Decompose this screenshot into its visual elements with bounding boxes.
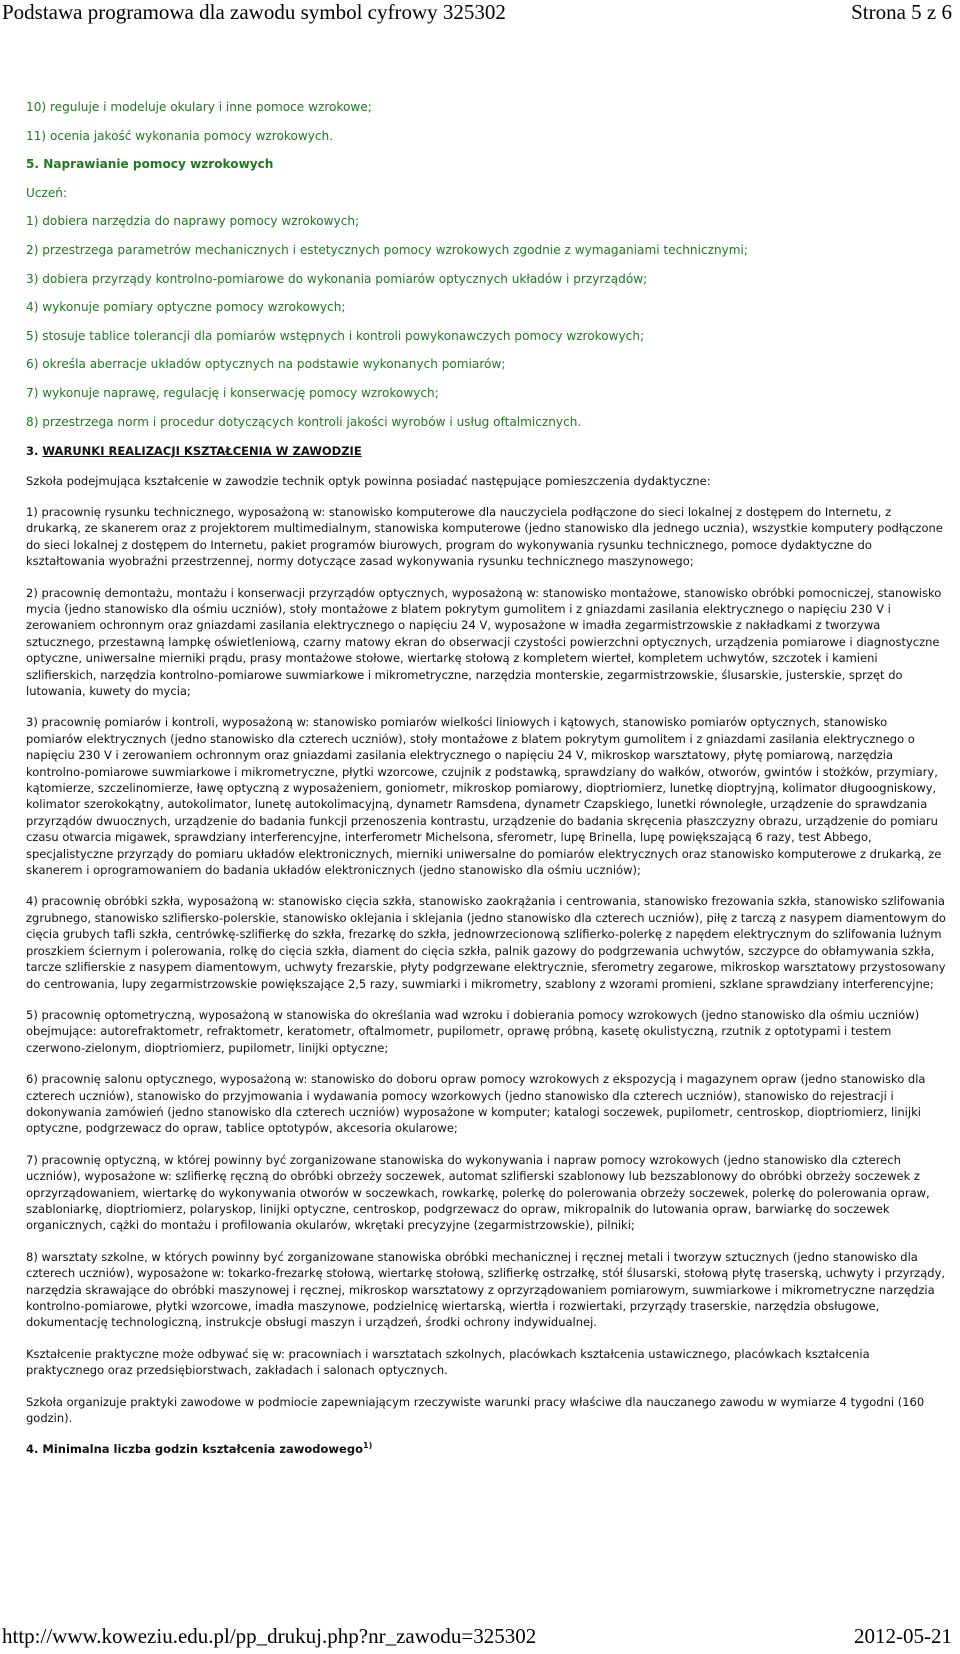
- page-footer: [0, 1624, 960, 1654]
- outcome-item: 8) przestrzega norm i procedur dotyczących kontroli jakości wyrobów i usług oftalmicznych.: [26, 414, 582, 429]
- outcome-item: 7) wykonuje naprawę, regulację i konserwację pomocy wzrokowych;: [26, 385, 439, 400]
- section-3-title: WARUNKI REALIZACJI KSZTAŁCENIA W ZAWODZIE: [42, 444, 362, 459]
- footnote-mark: 1): [363, 1441, 373, 1451]
- header-title: Podstawa programowa dla zawodu symbol cyfrowy 325302: [2, 0, 506, 24]
- section-3-number: 3.: [26, 444, 39, 459]
- header-page-number: Strona 5 z 6: [851, 0, 952, 24]
- footer-url[interactable]: http://www.koweziu.edu.pl/pp_drukuj.php?nr_zawodu=325302: [2, 1624, 537, 1648]
- outcome-item: 2) przestrzega parametrów mechanicznych i estetycznych pomocy wzrokowych zgodnie z wymaganiami technicznymi;: [26, 242, 748, 257]
- room-paragraph: 3) pracownię pomiarów i kontroli, wyposażoną w: stanowisko pomiarów wielkości liniowych i kątowych, stanowisko pomiarów optycznych, stanowisko pomiarów elektrycznych (jedno stanowisko dla czterech uczniów), stoły montażowe z blatem pokrytym gumolitem i z gniazdami zasilania elektrycznego o napięciu 230 V i zerowaniem ochronnym oraz gniazdami zasilania elektrycznego o napięciu 24 V, mikroskop warsztatowy, płytę pomiarową, narzędzia kontrolno-pomiarowe suwmiarkowe i mikrometryczne, płytki wzorcowe, czujnik z podstawką, sprawdziany do wałków, otworów, gwintów i stożków, przymiary, kątomierze, szczelinomierze, ławę optyczną z wyposażeniem, goniometr, mikroskop pomiarowy, dioptriomierz, lunetkę dioptryjną, kolimator długoogniskowy, kolimator szerokokątny, autokolimator, lunetę autokolimacyjną, dynametr Ramsdena, dynametr Czapskiego, lunetki równoległe, urządzenie do sprawdzania przyrządów dwuocznych, urządzenie do badania funkcji przenoszenia kontrastu, urządzenie do badania skręcenia płaszczyzny obrazu, urządzenie do pomiaru czasu otwarcia migawek, sprawdziany interferencyjne, interferometr Michelsona, sferometr, lupę Brinella, lupę powiększającą 6 razy, test Abbego, specjalistyczne przyrządy do pomiaru układów elektronicznych, mierniki uniwersalne do pomiarów elektrycznych oraz stanowisko komputerowe z drukarką, ze skanerem i oprogramowaniem do badania układów elektronicznych (jedno stanowisko dla ośmiu uczniów);: [26, 715, 942, 878]
- section-4-heading: [26, 1441, 946, 1457]
- room-paragraph: 8) warsztaty szkolne, w których powinny być zorganizowane stanowiska obróbki mechanicznej i ręcznej metali i tworzyw sztucznych (jedno stanowisko dla czterech uczniów), wyposażone w: tokarko-frezarkę stołową, wiertarkę stołową, szlifierkę ostrzałkę, stół ślusarski, stołową płytę traserską, uchwyty i przyrządy, narzędzia skrawające do obróbki maszynowej i ręcznej, mikroskop warsztatowy z oprzyrządowaniem pomiarowym, suwmiarkowe i mikrometryczne narzędzia kontrolno-pomiarowe, płytki wzorcowe, imadła maszynowe, podzielnicę wiertarską, wiertła i rozwiertaki, przyrządy traserskie, narzędzia obsługowe, dokumentację technologiczną, instrukcje obsługi maszyn i urządzeń, środki ochrony indywidualnej.: [26, 1249, 946, 1330]
- outcome-item: 4) wykonuje pomiary optyczne pomocy wzrokowych;: [26, 300, 346, 315]
- room-paragraph: 5) pracownię optometryczną, wyposażoną w stanowiska do określania wad wzroku i dobierania pomocy wzrokowych (jedno stanowisko dla ośmiu uczniów) obejmujące: autorefraktometr, refraktometr, keratometr, oftalmometr, pupilometr, oprawę próbną, kasetę okulistyczną, rzutnik z optotypami i testem czerwono-zielonym, dioptriomierz, pupilometr, linijki optyczne;: [26, 1007, 920, 1055]
- outcome-item: 11) ocenia jakość wykonania pomocy wzrokowych.: [26, 128, 334, 143]
- page-header: [0, 0, 960, 36]
- section-5-title: 5. Naprawianie pomocy wzrokowych: [26, 157, 274, 172]
- section-4-title: 4. Minimalna liczba godzin kształcenia zawodowego: [26, 1442, 363, 1457]
- outcome-item: 6) określa aberracje układów optycznych na podstawie wykonanych pomiarów;: [26, 357, 506, 372]
- outcome-item: 5) stosuje tablice tolerancji dla pomiarów wstępnych i kontroli powykonawczych pomocy wzrokowych;: [26, 328, 645, 343]
- student-label: Uczeń:: [26, 185, 68, 200]
- document-body: [26, 100, 946, 1473]
- outcome-item: 3) dobiera przyrządy kontrolno-pomiarowe do wykonania pomiarów optycznych układów i przyrządów;: [26, 271, 648, 286]
- internship-paragraph: Szkoła organizuje praktyki zawodowe w podmiocie zapewniającym rzeczywiste warunki pracy właściwe dla nauczanego zawodu w wymiarze 4 tygodni (160 godzin).: [26, 1394, 925, 1426]
- room-paragraph: 2) pracownię demontażu, montażu i konserwacji przyrządów optycznych, wyposażoną w: stanowisko montażowe, stanowisko obróbki pomocniczej, stanowisko mycia (jedno stanowisko dla ośmiu uczniów), stoły montażowe z blatem pokrytym gumolitem i z gniazdami zasilania elektrycznego o napięciu 230 V i zerowaniem ochronnym oraz gniazdami zasilania elektrycznego o napięciu 24 V, wyposażone w imadła zegarmistrzowskie z nakładkami z tworzywa sztucznego, przestawną lampkę oświetleniową, czarny matowy ekran do obserwacji czystości powierzchni optycznych, urządzenia pomiarowe i diagnostyczne optyczne, uniwersalne mierniki prądu, prasy montażowe stołowe, wiertarkę stołową z kompletem wierteł, kompletem uchwytów, szczotek i kamieni szlifierskich, narzędzia kontrolno-pomiarowe suwmiarkowe i mikrometryczne, narzędzia monterskie, zegarmistrzowskie, ślusarskie, justerskie, sprzęt do lutowania, kuwety do mycia;: [26, 585, 942, 698]
- footer-date: 2012-05-21: [854, 1624, 952, 1648]
- section-3-heading: [26, 443, 946, 459]
- room-paragraph: 1) pracownię rysunku technicznego, wyposażoną w: stanowisko komputerowe dla nauczyciela podłączone do sieci lokalnej z dostępem do Internetu, z drukarką, ze skanerem oraz z projektorem multimedialnym, stanowiska komputerowe (jedno stanowisko dla jednego ucznia), wszystkie komputery podłączone do sieci lokalnej z dostępem do Internetu, pakiet programów biurowych, program do wykonywania rysunku technicznego, pomoce dydaktyczne do kształtowania wyobraźni przestrzennej, normy dotyczące zasad wykonywania rysunku technicznego maszynowego;: [26, 504, 943, 569]
- outcome-item: 1) dobiera narzędzia do naprawy pomocy wzrokowych;: [26, 214, 360, 229]
- room-paragraph: 6) pracownię salonu optycznego, wyposażoną w: stanowisko do doboru opraw pomocy wzrokowych z ekspozycją i magazynem opraw (jedno stanowisko dla czterech uczniów), stanowisko do przyjmowania i wydawania pomocy wzorkowych (jedno stanowisko dla czterech uczniów), stanowisko do rejestracji i dokonywania zamówień (jedno stanowisko dla czterech uczniów) wyposażone w komputer; katalogi soczewek, pupilometr, centroskop, dioptriomierz, linijki optyczne, podgrzewacz do opraw, tablice optotypów, akcesoria okularowe;: [26, 1072, 926, 1136]
- room-paragraph: 4) pracownię obróbki szkła, wyposażoną w: stanowisko cięcia szkła, stanowisko zaokrążania i centrowania, stanowisko frezowania szkła, stanowisko szlifowania zgrubnego, stanowisko szlifiersko-polerskie, stanowisko oklejania i sklejania (jedno stanowisko dla czterech uczniów), piłę z tarczą z nasypem diamentowym do cięcia grubych tafli szkła, centrówkę-szlifierkę do szkła, frezarkę do szkła, jednowrzecionową szlifierko-polerkę z napędem elektrycznym do szlifowania luźnym proszkiem ściernym i polerowania, rolkę do cięcia szkła, diament do cięcia szkła, palnik gazowy do podgrzewania uchwytów, szczypce do obłamywania szkła, tarcze szlifierskie z nasypem diamentowym, uchwyty frezarskie, płyty podgrzewane elektrycznie, sferometry zegarowe, mikroskop warsztatowy przystosowany do centrowania, lupy zegarmistrzowskie powiększające 2,5 razy, suwmiarki i mikrometry, szablony z wzorami promieni, szklane sprawdziany interferencyjne;: [26, 894, 946, 991]
- outcome-item: 10) reguluje i modeluje okulary i inne pomoce wzrokowe;: [26, 100, 372, 114]
- conditions-intro: Szkoła podejmująca kształcenie w zawodzie technik optyk powinna posiadać następujące pomieszczenia dydaktyczne:: [26, 473, 711, 488]
- practice-paragraph: Kształcenie praktyczne może odbywać się w: pracowniach i warsztatach szkolnych, placówkach kształcenia ustawicznego, placówkach kształcenia praktycznego oraz przedsiębiorstwach, zakładach i salonach optycznych.: [26, 1346, 870, 1378]
- room-paragraph: 7) pracownię optyczną, w której powinny być zorganizowane stanowiska do wykonywania i napraw pomocy wzrokowych (jedno stanowisko dla czterech uczniów), wyposażone w: szlifierkę ręczną do obróbki obrzeży soczewek, automat szlifierski szablonowy lub bezszablonowy do obróbki obrzeży soczewek z oprzyrządowaniem, wiertarkę do wykonywania otworów w soczewkach, rowkarkę, polerkę do polerowania obrzeży soczewek, polerkę do polerowania opraw, szabloniarkę, dioptriomierz, polaryskop, linijki optyczne, centroskop, podgrzewacz do opraw, mikropalnik do lutowania opraw, barwiarkę do soczewek organicznych, cążki do montażu i profilowania okularów, wkrętaki precyzyjne (zegarmistrzowskie), pilniki;: [26, 1152, 930, 1233]
